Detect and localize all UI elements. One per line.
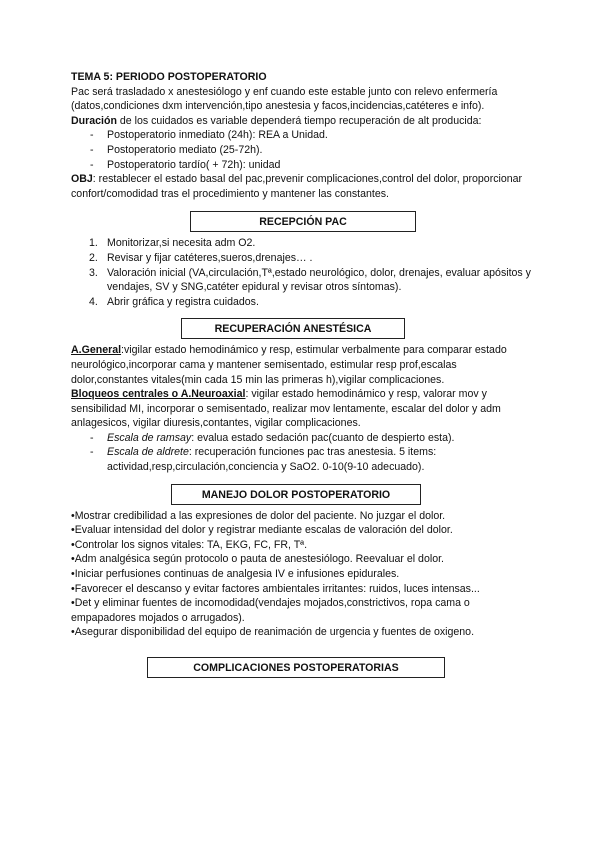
section-heading-recepcion: RECEPCIÓN PAC <box>190 211 416 232</box>
list-item: - Postoperatorio mediato (25-72h). <box>71 143 531 158</box>
escala-name: Escala de aldrete <box>107 446 189 459</box>
general-label: A.General <box>71 344 122 357</box>
dolor-bullets <box>71 509 531 640</box>
bullet-item: •Adm analgésica según protocolo o pauta de anestesiólogo. Reevaluar el dolor. <box>71 553 444 566</box>
section-heading-dolor: MANEJO DOLOR POSTOPERATORIO <box>171 484 421 505</box>
list-item <box>71 431 531 446</box>
obj-label: OBJ <box>71 173 93 186</box>
escala-text: : recuperación funciones pac tras anestesia. 5 items: actividad,resp,circulación,conciencia y SaO2. 0-10(9-10 adecuado). <box>107 446 437 474</box>
list-text: Valoración inicial (VA,circulación,Tª,estado neurológico, dolor, drenajes, evaluar apósitos y vendajes, SV y SNG,catéter epidural y revisar otros síntomas). <box>107 266 531 294</box>
bloqueos-label: Bloqueos centrales o A.Neuroaxial <box>71 388 246 401</box>
list-item <box>71 445 531 474</box>
list-text: Monitorizar,si necesita adm O2. <box>107 237 256 250</box>
duracion-paragraph <box>71 114 531 129</box>
bloqueos-paragraph <box>71 387 531 431</box>
bullet-item: •Evaluar intensidad del dolor y registrar mediante escalas de valoración del dolor. <box>71 524 453 537</box>
intro-paragraph: Pac será trasladado x anestesiólogo y enf cuando este estable junto con relevo enfermería (datos,condiciones dxm intervención,tipo anestesia y facos,incidencias,catéteres e info). <box>71 85 498 113</box>
list-item <box>71 236 531 251</box>
list-item: - Postoperatorio tardío( + 72h): unidad <box>71 158 531 173</box>
bullet-item: •Favorecer el descanso y evitar factores ambientales irritantes: ruidos, luces intensas... <box>71 582 480 595</box>
list-item: - Postoperatorio inmediato (24h): REA a Unidad. <box>71 128 531 143</box>
bullet-item: •Mostrar credibilidad a las expresiones de dolor del paciente. No juzgar el dolor. <box>71 509 446 522</box>
list-number: 1. <box>89 237 98 250</box>
bullet-item: •Iniciar perfusiones continuas de analgesia IV e infusiones epidurales. <box>71 568 400 581</box>
duracion-label: Duración <box>71 114 117 127</box>
list-number: 2. <box>89 251 98 264</box>
section-heading-recuperacion: RECUPERACIÓN ANESTÉSICA <box>181 318 405 339</box>
duracion-text: de los cuidados es variable dependerá tiempo recuperación de alt producida: <box>116 114 482 127</box>
list-number: 3. <box>89 266 98 279</box>
escalas-list <box>71 431 531 475</box>
bullet-item: •Controlar los signos vitales: TA, EKG, FC, FR, Tª. <box>71 538 308 551</box>
bloqueos-text: : vigilar estado hemodinámico y resp, valorar mov y sensibilidad MI, incorporar o semisentado, realizar mov lentamente, escalar del dolor y adm anlagesicos, vigilar diuresis,contantes, vigilar complicaciones. <box>71 388 501 430</box>
recepcion-list <box>71 236 531 309</box>
bullet-item: •Asegurar disponibilidad del equipo de reanimación de urgencia y fuentes de oxigeno. <box>71 626 475 639</box>
list-item <box>71 266 531 295</box>
escala-text: : evalua estado sedación pac(cuanto de despierto esta). <box>191 431 455 444</box>
document-title: TEMA 5: PERIODO POSTOPERATORIO <box>71 71 267 83</box>
list-text: Abrir gráfica y registra cuidados. <box>107 295 259 308</box>
obj-text: : restablecer el estado basal del pac,prevenir complicaciones,control del dolor, proporcionar confort/comodidad tras el procedimiento y mantener las constantes. <box>71 173 523 200</box>
list-text: Revisar y fijar catéteres,sueros,drenajes… . <box>107 251 313 264</box>
obj-paragraph <box>71 172 531 201</box>
duracion-list <box>71 128 531 172</box>
general-text: :vigilar estado hemodinámico y resp, estimular verbalmente para comparar estado neurológico,incorporar cama y mantener semisentado, estimular resp prof,escalas dolor,constantes vitales(min cada 15 min las primeras h),vigilar complicaciones. <box>71 344 507 386</box>
document-content <box>71 70 531 678</box>
list-number: 4. <box>89 295 98 308</box>
section-heading-complicaciones: COMPLICACIONES POSTOPERATORIAS <box>147 657 445 678</box>
bullet-item: •Det y eliminar fuentes de incomodidad(vendajes mojados,constrictivos, ropa cama o empapadores mojados o arrugados). <box>71 597 470 624</box>
list-item <box>71 251 531 266</box>
escala-name: Escala de ramsay <box>107 431 192 444</box>
general-paragraph <box>71 343 531 387</box>
list-item <box>71 295 531 310</box>
